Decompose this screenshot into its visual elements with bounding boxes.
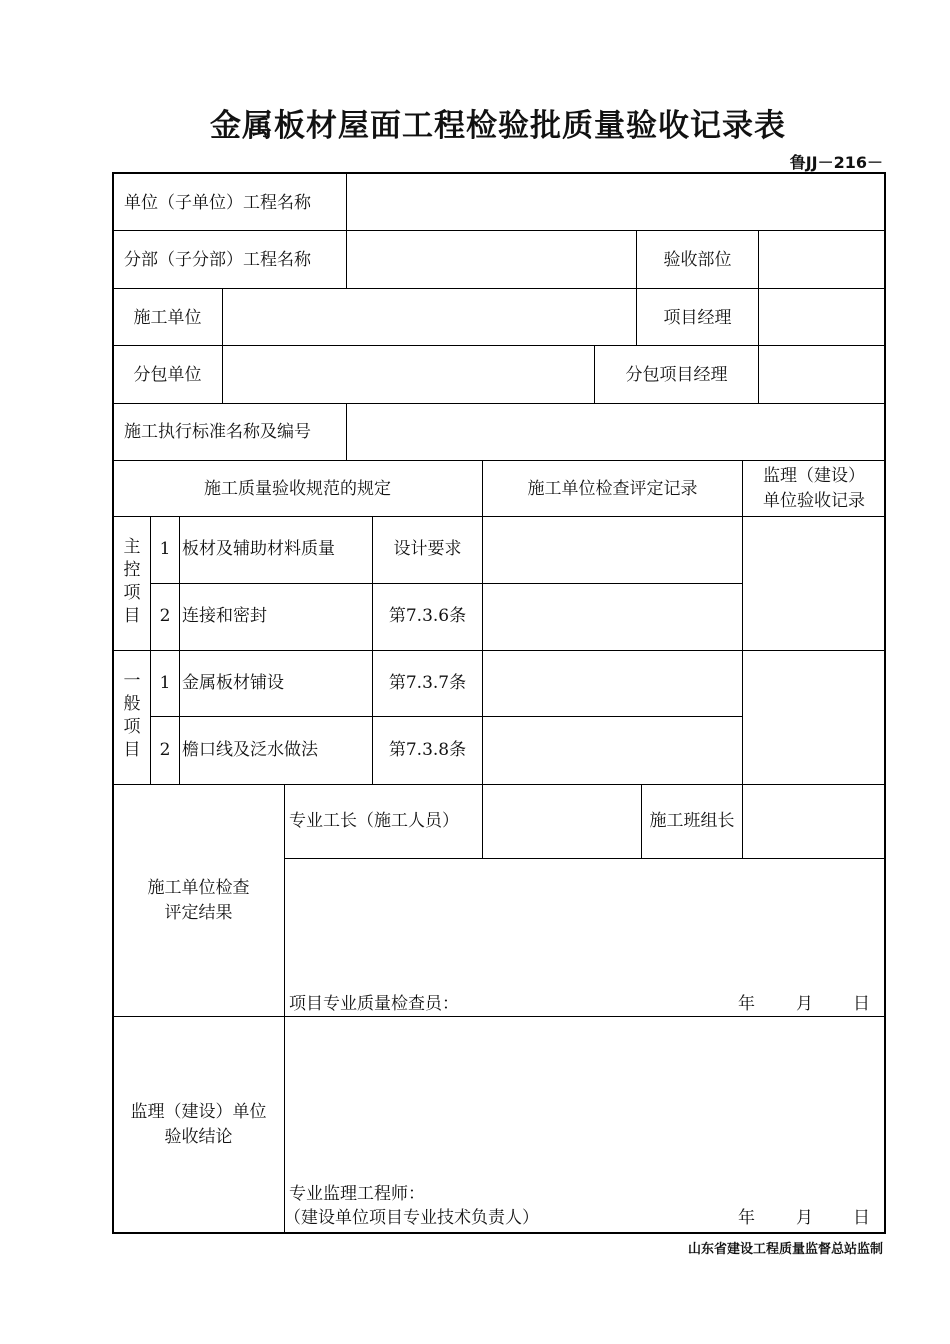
item-name: 金属板材铺设 xyxy=(182,673,284,693)
item-name: 连接和密封 xyxy=(182,606,267,626)
project-manager-label: 项目经理 xyxy=(663,308,732,328)
item-number: 1 xyxy=(159,539,171,559)
item-clause: 设计要求 xyxy=(393,539,462,559)
unit-project-label: 单位（子单位）工程名称 xyxy=(124,193,311,213)
contractor-result-label-line2: 评定结果 xyxy=(164,903,233,923)
inspection-table xyxy=(112,172,886,1234)
contractor-result-label-line1: 施工单位检查 xyxy=(147,878,250,898)
sub-project-manager-label: 分包项目经理 xyxy=(625,365,728,385)
date-month: 月 xyxy=(796,994,813,1014)
general-items-label: 一般项目 xyxy=(123,671,141,760)
subcontractor-label: 分包单位 xyxy=(133,365,202,385)
contractor-label: 施工单位 xyxy=(133,308,202,328)
inspection-part-label: 验收部位 xyxy=(663,250,732,270)
item-clause: 第7.3.7条 xyxy=(388,673,467,693)
item-number: 2 xyxy=(159,740,171,760)
contractor-record-header: 施工单位检查评定记录 xyxy=(527,479,698,499)
item-name: 檐口线及泛水做法 xyxy=(182,740,318,760)
standard-label: 施工执行标准名称及编号 xyxy=(124,422,311,442)
item-name: 板材及辅助材料质量 xyxy=(182,539,335,559)
sub-project-label: 分部（子分部）工程名称 xyxy=(124,250,311,270)
item-clause: 第7.3.6条 xyxy=(388,606,467,626)
spec-column-header: 施工质量验收规范的规定 xyxy=(204,479,391,499)
team-leader-label: 施工班组长 xyxy=(649,811,735,831)
supervisor-conclusion-label-line2: 验收结论 xyxy=(164,1127,233,1147)
item-number: 2 xyxy=(159,606,171,626)
supervisor-conclusion-label-line1: 监理（建设）单位 xyxy=(130,1102,267,1122)
form-code: 鲁JJ－216－ xyxy=(789,153,883,172)
inspector-label: 项目专业质量检查员： xyxy=(289,994,459,1014)
supervisor-engineer-label: 专业监理工程师： xyxy=(289,1184,425,1204)
supervisor-record-header-line1: 监理（建设） xyxy=(763,466,865,486)
date-day: 日 xyxy=(853,1208,870,1228)
supervisor-engineer-note: （建设单位项目专业技术负责人） xyxy=(284,1208,539,1228)
item-number: 1 xyxy=(159,673,171,693)
date-year: 年 xyxy=(738,1208,755,1228)
footer-issuer: 山东省建设工程质量监督总站监制 xyxy=(687,1242,883,1257)
form-title: 金属板材屋面工程检验批质量验收记录表 xyxy=(210,108,786,144)
supervisor-record-header-line2: 单位验收记录 xyxy=(763,491,865,511)
main-control-label: 主控项目 xyxy=(123,537,141,626)
date-month: 月 xyxy=(796,1208,813,1228)
date-year: 年 xyxy=(738,994,755,1014)
item-clause: 第7.3.8条 xyxy=(388,740,467,760)
date-day: 日 xyxy=(853,994,870,1014)
foreman-label: 专业工长（施工人员） xyxy=(289,811,459,831)
